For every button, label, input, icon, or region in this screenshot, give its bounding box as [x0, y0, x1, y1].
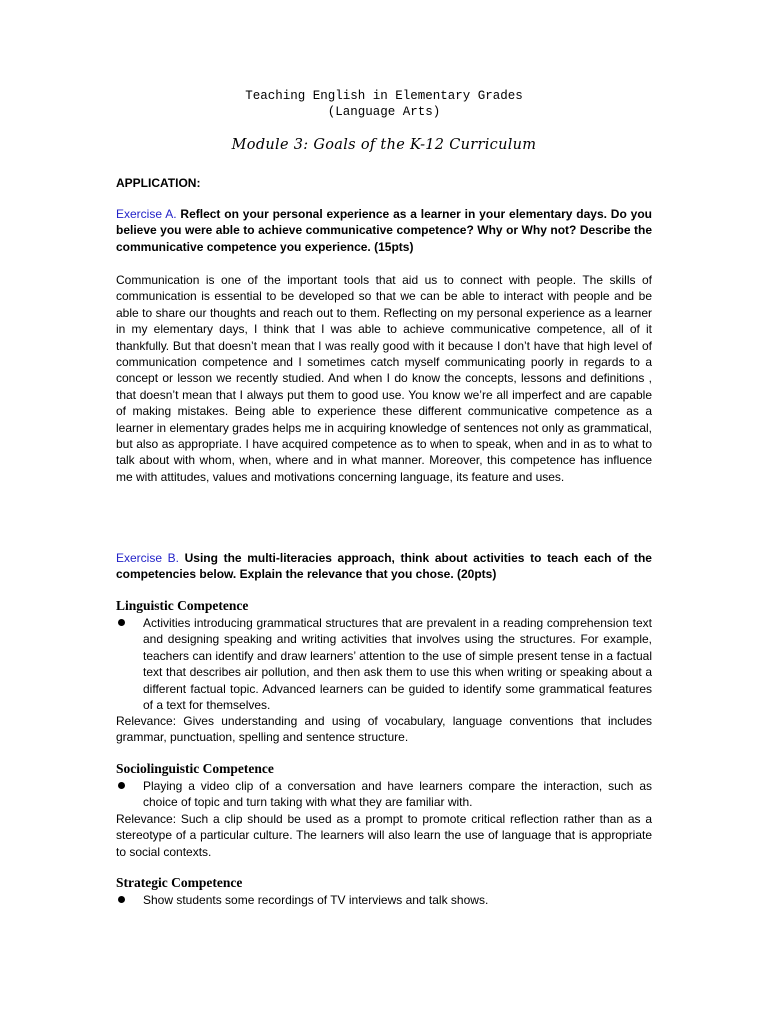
sociolinguistic-relevance: Relevance: Such a clip should be used as a prompt to promote critical reflection rather than as a stereotype of a particular culture. The learners will also learn the use of language that is appropriate to social contexts.: [116, 812, 652, 859]
module-title: Module 3: Goals of the K-12 Curriculum: [231, 137, 537, 153]
section-label: APPLICATION:: [116, 176, 201, 190]
exercise-a-label: Exercise A.: [116, 207, 177, 221]
exercise-a-prompt-text: Reflect on your personal experience as a learner in your elementary days. Do you believe you were able to achieve communicative competence? Why or Why not? Describe the communicative competence you experience. (15pts): [116, 207, 652, 254]
bullet-icon: [118, 782, 125, 789]
strategic-heading: Strategic Competence: [116, 875, 243, 890]
exercise-b-label: Exercise B.: [116, 551, 179, 565]
title-line-1: Teaching English in Elementary Grades: [245, 89, 523, 103]
linguistic-relevance: Relevance: Gives understanding and using of vocabulary, language conventions that includes grammar, punctuation, spelling and sentence structure.: [116, 714, 652, 745]
exercise-a-prompt: [116, 206, 652, 255]
sociolinguistic-heading: Sociolinguistic Competence: [116, 761, 274, 776]
document-title: [116, 88, 652, 120]
linguistic-heading: Linguistic Competence: [116, 598, 249, 613]
linguistic-bullet-text: Activities introducing grammatical structures that are prevalent in a reading comprehension text and designing speaking and writing activities that involves using the structures. For example, teachers can identify and draw learners’ attention to the use of simple present tense in a factual text that describes air pollution, and then ask them to use this when writing or speaking about a different factual topic. Advanced learners can be guided to identify some grammatical features of a text for themselves.: [143, 616, 652, 713]
title-line-2: (Language Arts): [327, 105, 441, 119]
sociolinguistic-bullet-text: Playing a video clip of a conversation and have learners compare the interaction, such as choice of topic and turn taking with what they are familiar with.: [143, 779, 652, 810]
bullet-icon: [118, 896, 125, 903]
strategic-bullet-text: Show students some recordings of TV interviews and talk shows.: [143, 893, 489, 907]
exercise-b-prompt-text: Using the multi-literacies approach, think about activities to teach each of the competencies below. Explain the relevance that you chose. (20pts): [116, 551, 652, 582]
bullet-icon: [118, 619, 125, 626]
exercise-b-prompt: [116, 550, 652, 583]
exercise-a-answer: Communication is one of the important tools that aid us to connect with people. The skills of communication is essential to be developed so that we can be able to interact with people and be able to share our thoughts and reach out to them. Reflecting on my personal experience as a learner in my elementary days, I think that I was able to achieve communicative competence, all of it thankfully. But that doesn’t mean that I was really good with it because I don’t have that high level of communication competence and I sometimes catch myself communicating poorly in regards to a concept or lesson we recently studied. And when I do know the concepts, lessons and definitions , that doesn’t mean that I always put them to good use. You know we’re all imperfect and are capable of making mistakes. Being able to experience these different communicative competence as a learner in elementary grades helps me in acquiring knowledge of sentences not only as grammatical, but also as appropriate. I have acquired competence as to when to speak, when and in as to what to talk about with whom, when, where and in what manner. Moreover, this competence has influence me with attitudes, values and motivations concerning language, its feature and uses.: [116, 273, 652, 484]
